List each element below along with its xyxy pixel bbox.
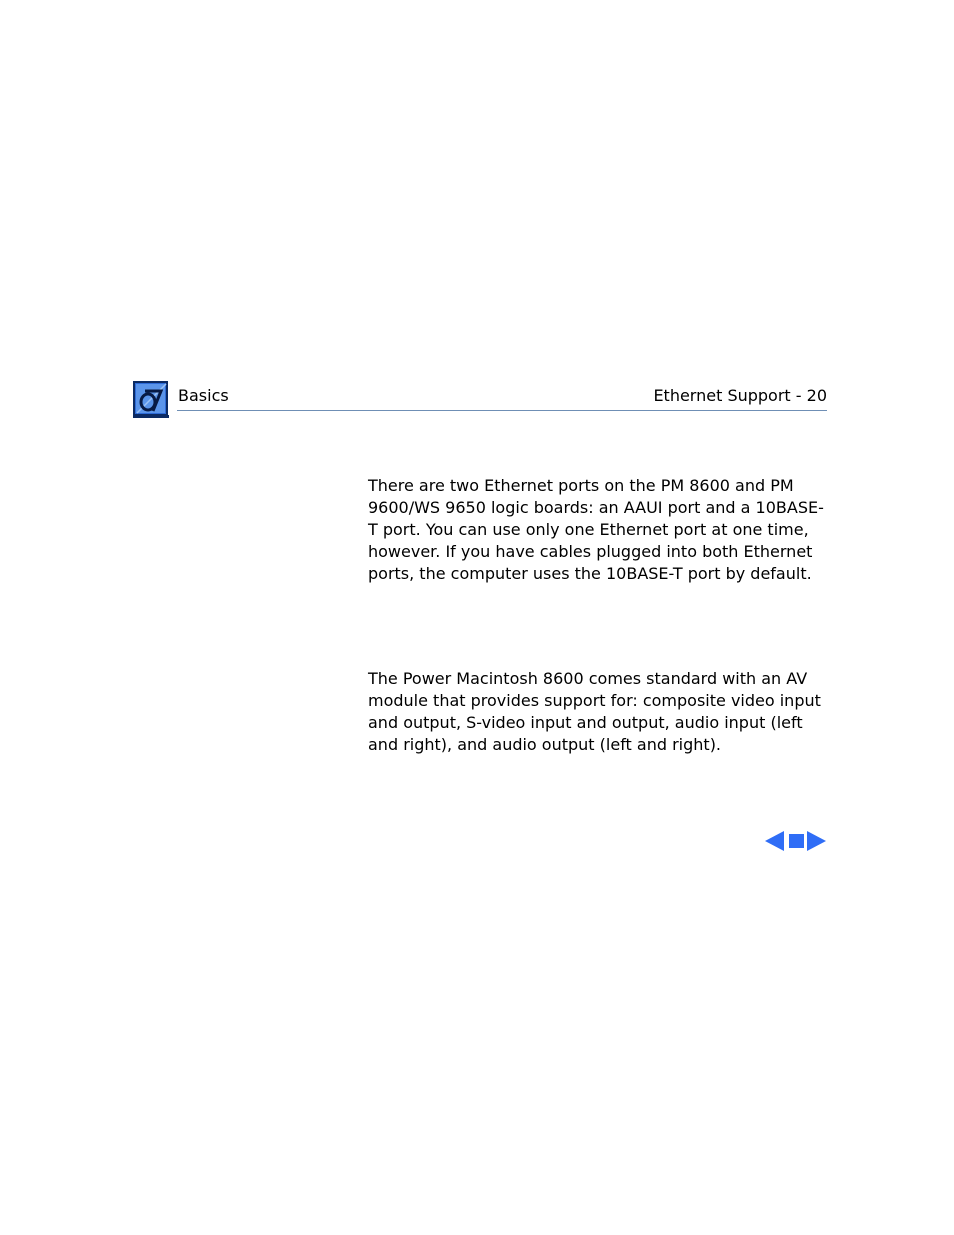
- home-square-icon[interactable]: [788, 831, 805, 851]
- page-navigation: [765, 831, 827, 853]
- page-title: Ethernet Support - 20: [653, 386, 827, 405]
- section-title: Basics: [178, 386, 229, 405]
- previous-page-arrow-icon[interactable]: [765, 831, 784, 851]
- page-header: [133, 380, 827, 420]
- header-divider: [177, 410, 827, 411]
- av-module-paragraph: The Power Macintosh 8600 comes standard with an AV module that provides support for: composite video input and output, S-video input and output, audio input (left and right), and audio output (left and right).: [368, 669, 821, 754]
- apple-service-logo-icon: [133, 380, 169, 418]
- ethernet-paragraph: There are two Ethernet ports on the PM 8600 and PM 9600/WS 9650 logic boards: an AAUI port and a 10BASE-T port. You can use only one Ethernet port at one time, however. If you have cables plugged into both Ethernet ports, the computer uses the 10BASE-T port by default.: [368, 476, 824, 583]
- next-page-arrow-icon[interactable]: [807, 831, 826, 851]
